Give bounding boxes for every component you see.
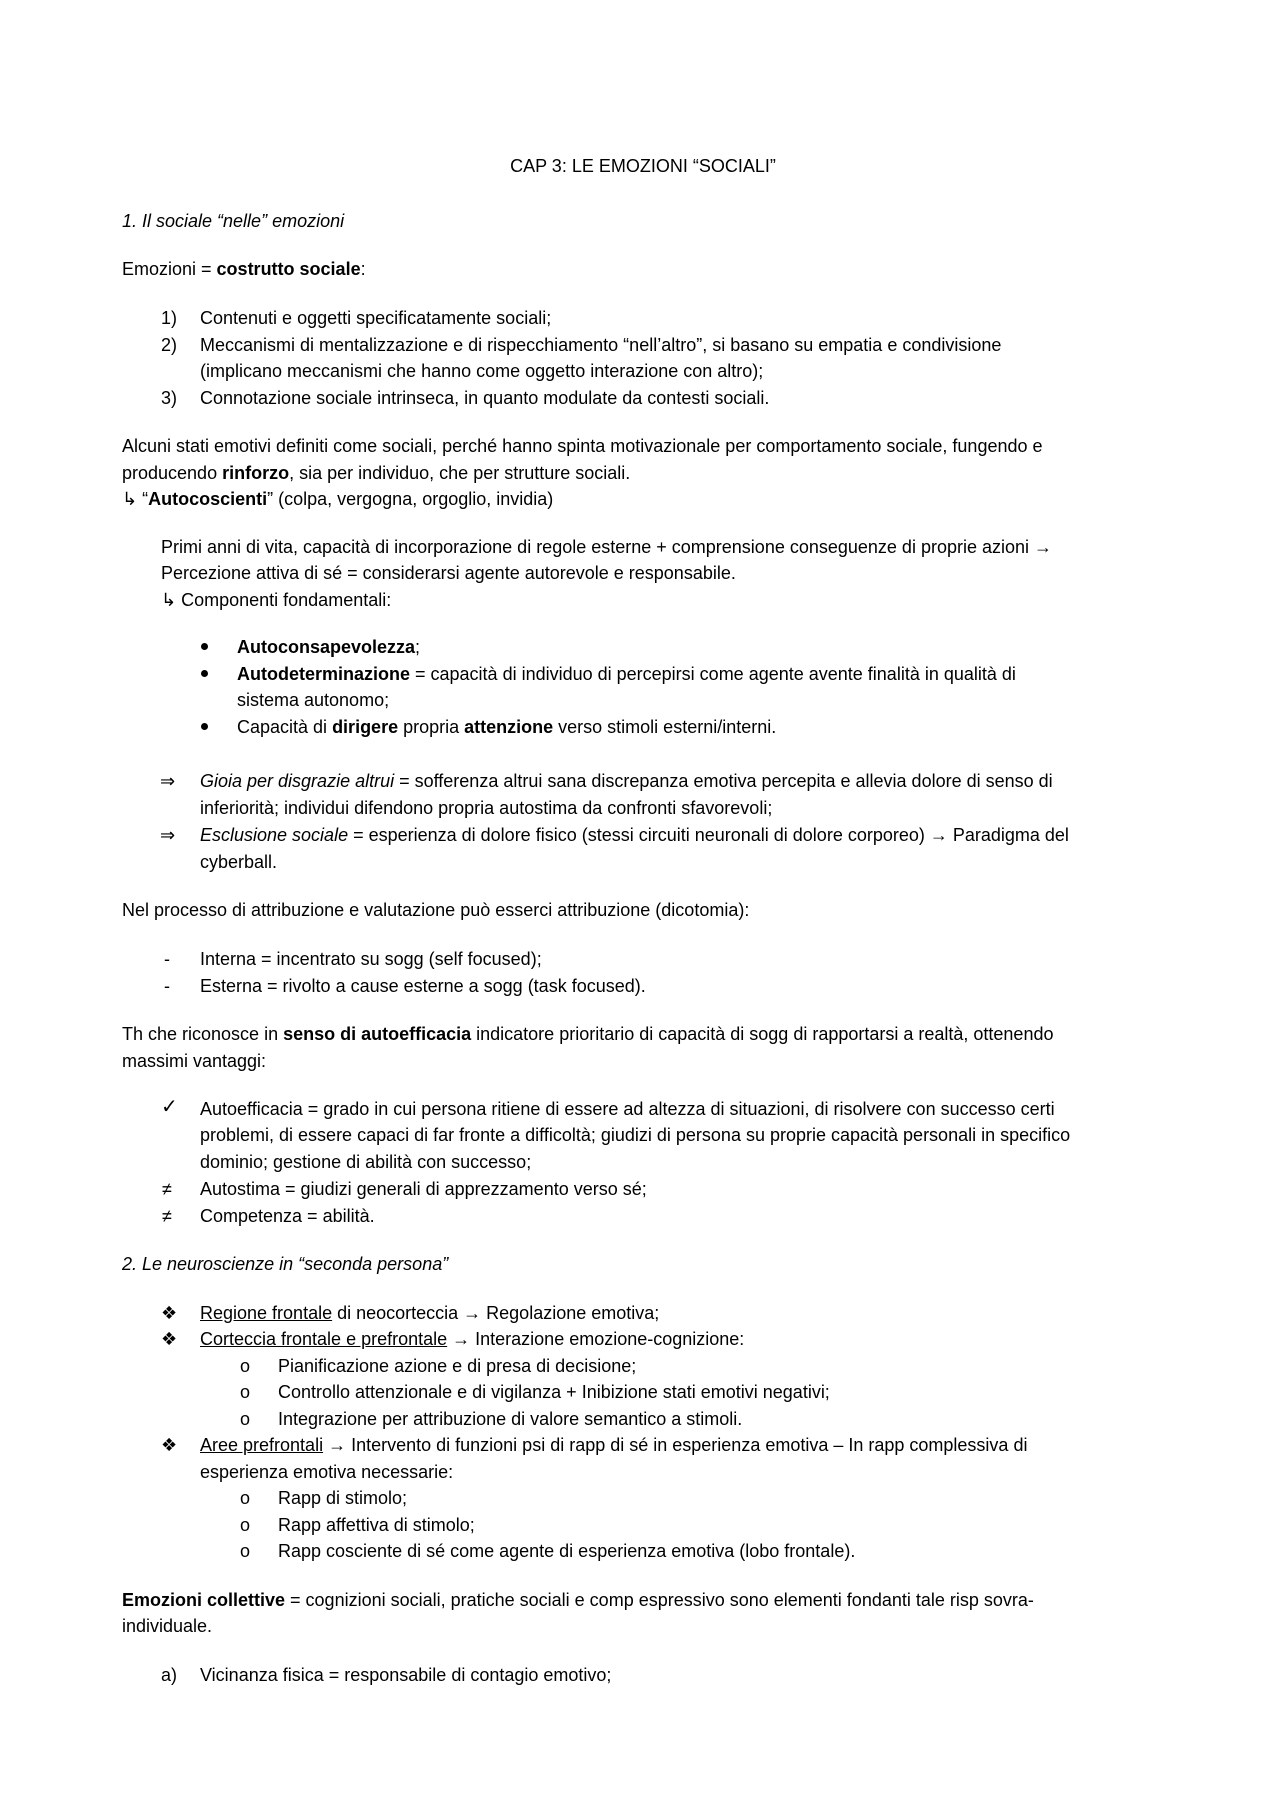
check-item: Competenza = abilità. xyxy=(200,1206,375,1226)
check-item: Autostima = giudizi generali di apprezzamento verso sé; xyxy=(200,1179,647,1199)
section-heading-2: 2. Le neuroscienze in “seconda persona” xyxy=(122,1254,449,1274)
region-item: Regione frontale di neocorteccia → Regolazione emotiva; xyxy=(200,1303,660,1323)
list-marker: a) xyxy=(161,1665,178,1685)
section-heading-1: 1. Il sociale “nelle” emozioni xyxy=(122,211,345,231)
list-marker: 1) xyxy=(161,308,178,328)
dash-item: Interna = incentrato su sogg (self focused); xyxy=(200,949,542,969)
paragraph-line: individuale. xyxy=(122,1616,213,1636)
sub-item: Pianificazione azione e di presa di decisione; xyxy=(278,1356,637,1376)
bullet-icon xyxy=(201,723,208,730)
sub-bullet-marker: o xyxy=(240,1356,251,1376)
list-item: Connotazione sociale intrinseca, in quanto modulate da contesti sociali. xyxy=(200,388,770,408)
list-marker: 3) xyxy=(161,388,178,408)
paragraph-line: Percezione attiva di sé = considerarsi agente autorevole e responsabile. xyxy=(161,563,736,583)
check-item-continuation: problemi, di essere capaci di far fronte a difficoltà; giudizi di persona su proprie capacità personali in specifico xyxy=(200,1125,1071,1145)
paragraph-line: Nel processo di attribuzione e valutazione può esserci attribuzione (dicotomia): xyxy=(122,900,750,920)
diamond-bullet-icon: ❖ xyxy=(161,1435,178,1455)
implies-item: Gioia per disgrazie altrui = sofferenza altrui sana discrepanza emotiva percepita e allevia dolore di senso di xyxy=(200,771,1053,791)
check-item-continuation: dominio; gestione di abilità con successo; xyxy=(200,1152,532,1172)
bullet-item: Capacità di dirigere propria attenzione verso stimoli esterni/interni. xyxy=(237,717,777,737)
sub-item: Controllo attenzionale e di vigilanza + Inibizione stati emotivi negativi; xyxy=(278,1382,830,1402)
list-item: Contenuti e oggetti specificatamente sociali; xyxy=(200,308,552,328)
sub-item: Integrazione per attribuzione di valore semantico a stimoli. xyxy=(278,1409,743,1429)
sub-item: Rapp affettiva di stimolo; xyxy=(278,1515,475,1535)
implies-arrow-icon: ⇒ xyxy=(160,825,176,845)
page-title: CAP 3: LE EMOZIONI “SOCIALI” xyxy=(510,156,776,176)
sub-bullet-marker: o xyxy=(240,1382,251,1402)
implies-item-continuation: inferiorità; individui difendono propria autostima da confronti sfavorevoli; xyxy=(200,798,773,818)
turn-arrow-icon: ↳ xyxy=(161,590,177,610)
paragraph-line: massimi vantaggi: xyxy=(122,1051,267,1071)
not-equal-icon: ≠ xyxy=(162,1206,172,1226)
sub-bullet-marker: o xyxy=(240,1409,251,1429)
checkmark-icon: ✓ xyxy=(161,1096,178,1118)
list-item: Meccanismi di mentalizzazione e di rispecchiamento “nell’altro”, si basano su empatia e condivisione xyxy=(200,335,1002,355)
sub-bullet-marker: o xyxy=(240,1515,251,1535)
dash-marker: - xyxy=(164,949,170,969)
bullet-item-continuation: sistema autonomo; xyxy=(237,690,390,710)
paragraph-line: Alcuni stati emotivi definiti come sociali, perché hanno spinta motivazionale per comportamento sociale, fungendo e xyxy=(122,436,1043,456)
componenti-line: ↳ Componenti fondamentali: xyxy=(161,590,392,610)
paragraph-line: Emozioni collettive = cognizioni sociali, pratiche sociali e comp espressivo sono elementi fondanti tale risp sovra- xyxy=(122,1590,1034,1610)
bullet-icon xyxy=(201,643,208,650)
diamond-bullet-icon: ❖ xyxy=(161,1329,178,1349)
region-item: Aree prefrontali → Intervento di funzioni psi di rapp di sé in esperienza emotiva – In rapp complessiva di xyxy=(200,1435,1028,1455)
bullet-icon xyxy=(201,670,208,677)
sub-bullet-marker: o xyxy=(240,1488,251,1508)
region-item-continuation: esperienza emotiva necessarie: xyxy=(200,1462,454,1482)
bullet-item: Autoconsapevolezza; xyxy=(237,637,421,657)
paragraph-line: producendo rinforzo, sia per individuo, che per strutture sociali. xyxy=(122,463,631,483)
implies-item-continuation: cyberball. xyxy=(200,852,278,872)
region-item: Corteccia frontale e prefrontale → Interazione emozione-cognizione: xyxy=(200,1329,745,1349)
check-item: Autoefficacia = grado in cui persona ritiene di essere ad altezza di situazioni, di risolvere con successo certi xyxy=(200,1099,1055,1119)
diamond-bullet-icon: ❖ xyxy=(161,1303,178,1323)
sub-item: Rapp di stimolo; xyxy=(278,1488,408,1508)
paragraph-line: Th che riconosce in senso di autoefficacia indicatore prioritario di capacità di sogg di rapportarsi a realtà, ottenendo xyxy=(122,1024,1054,1044)
not-equal-icon: ≠ xyxy=(162,1179,172,1199)
paragraph-intro: Emozioni = costrutto sociale: xyxy=(122,259,366,279)
paragraph-line: Primi anni di vita, capacità di incorporazione di regole esterne + comprensione conseguenze di proprie azioni → xyxy=(161,537,1052,557)
implies-arrow-icon: ⇒ xyxy=(160,771,176,791)
sub-item: Rapp cosciente di sé come agente di esperienza emotiva (lobo frontale). xyxy=(278,1541,856,1561)
list-item: Vicinanza fisica = responsabile di contagio emotivo; xyxy=(200,1665,612,1685)
dash-item: Esterna = rivolto a cause esterne a sogg (task focused). xyxy=(200,976,646,996)
list-marker: 2) xyxy=(161,335,178,355)
implies-item: Esclusione sociale = esperienza di dolore fisico (stessi circuiti neuronali di dolore corporeo) → Paradigma del xyxy=(200,825,1069,845)
bullet-item: Autodeterminazione = capacità di individuo di percepirsi come agente avente finalità in qualità di xyxy=(237,664,1016,684)
dash-marker: - xyxy=(164,976,170,996)
list-item-continuation: (implicano meccanismi che hanno come oggetto interazione con altro); xyxy=(200,361,764,381)
sub-bullet-marker: o xyxy=(240,1541,251,1561)
turn-arrow-icon: ↳ xyxy=(122,489,138,509)
autocoscienti-line: ↳ “Autocoscienti” (colpa, vergogna, orgoglio, invidia) xyxy=(122,489,554,509)
